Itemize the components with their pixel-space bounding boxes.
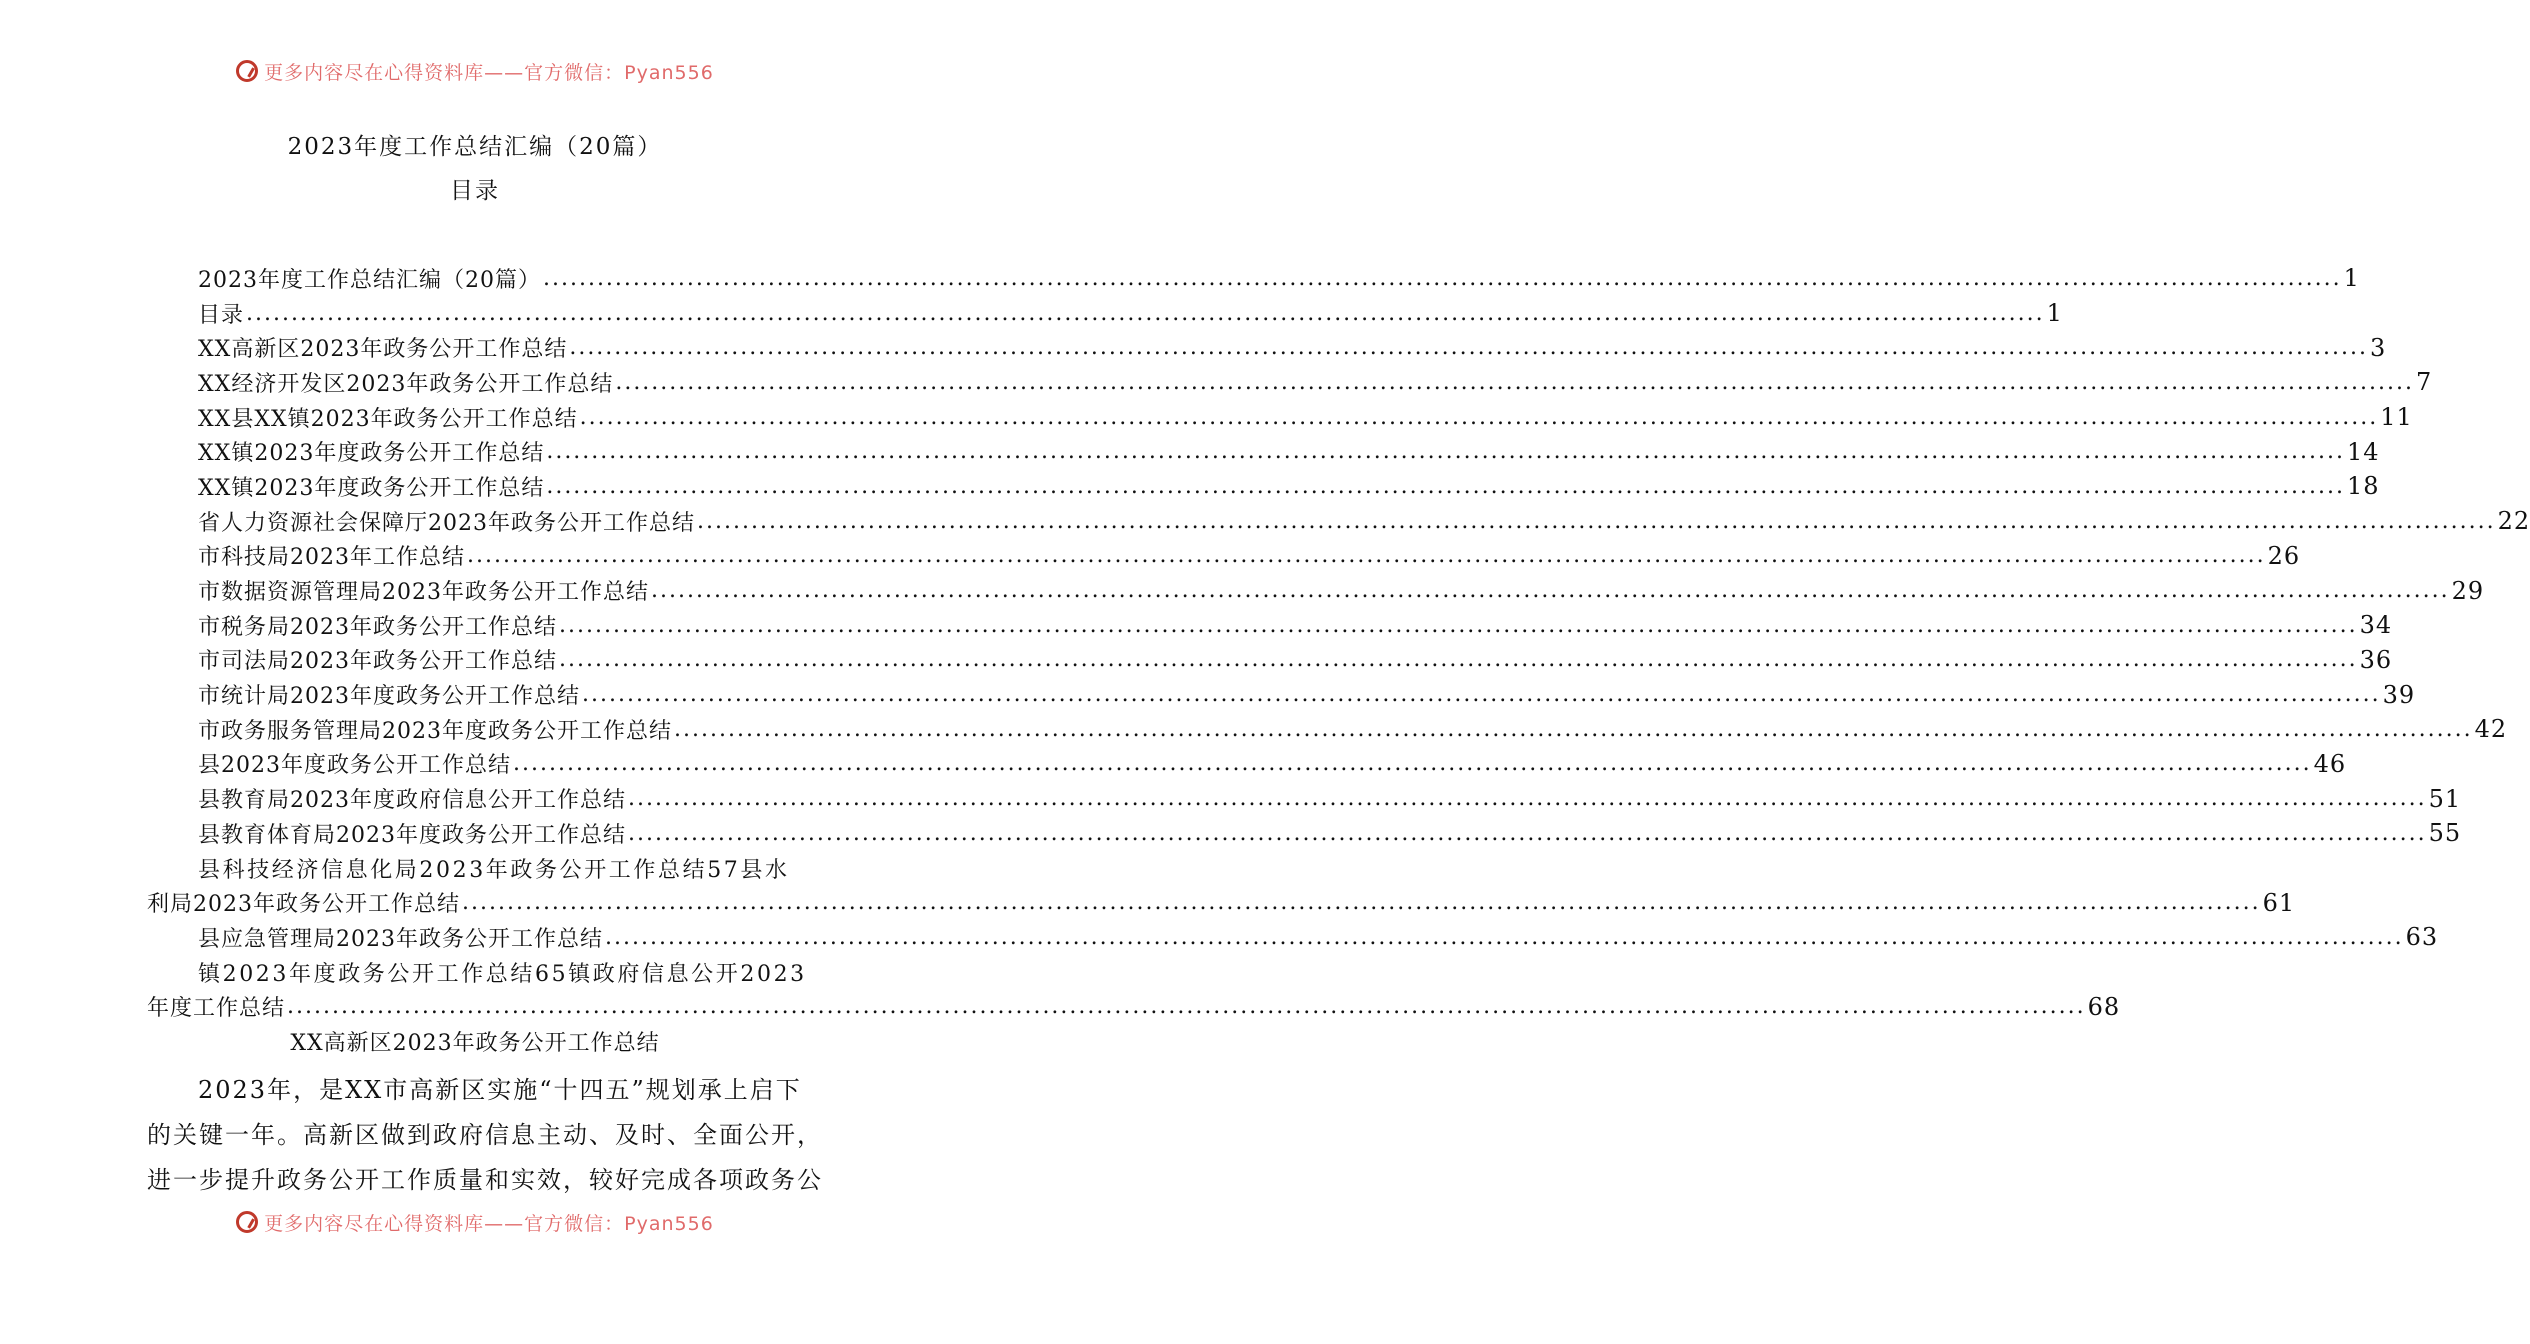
toc-leader-dots: ........................................................................................................................................................................................................ <box>674 716 2473 742</box>
watermark-text: 更多内容尽在心得资料库——官方微信：Pyan556 <box>264 1212 714 1235</box>
toc-leader-dots: ........................................................................................................................................................................................................ <box>615 369 2414 395</box>
toc-entry-label: XX经济开发区2023年政务公开工作总结 <box>198 371 614 397</box>
toc-entry-label: 市科技局2023年工作总结 <box>198 545 465 571</box>
watermark-logo-icon <box>236 60 258 82</box>
toc-entry-page: 68 <box>2087 992 2121 1021</box>
toc-merged-line: 县科技经济信息化局2023年政务公开工作总结57县水 <box>198 857 790 883</box>
toc-leader-dots: ........................................................................................................................................................................................................ <box>542 265 2342 291</box>
toc-leader-dots: ........................................................................................................................................................................................................ <box>582 682 2381 708</box>
toc-entry-continuation[interactable] <box>147 885 2296 920</box>
toc-entry-page: 7 <box>2415 368 2433 397</box>
toc-entry[interactable] <box>198 539 2301 574</box>
toc-entry[interactable] <box>198 434 2380 469</box>
toc-entry[interactable] <box>198 816 2462 851</box>
toc-entry-page: 29 <box>2451 576 2485 605</box>
body-line: 2023年，是XX市高新区实施“十四五”规划承上启下 <box>198 1076 802 1104</box>
body-paragraph <box>147 1068 823 1203</box>
toc-entry-page: 55 <box>2428 819 2462 848</box>
toc-entry-label: 市司法局2023年政务公开工作总结 <box>198 649 557 675</box>
toc-entry-page: 3 <box>2369 333 2387 362</box>
toc-entry-label: XX镇2023年度政务公开工作总结 <box>198 441 545 467</box>
toc-entry[interactable] <box>198 747 2347 782</box>
toc-entry-page: 22 <box>2497 507 2530 536</box>
toc-entry-label: 市数据资源管理局2023年政务公开工作总结 <box>198 580 649 606</box>
toc-entry-label: XX高新区2023年政务公开工作总结 <box>198 337 568 363</box>
toc-entry-page: 36 <box>2359 645 2393 674</box>
toc-leader-dots: ........................................................................................................................................................................................................ <box>546 473 2345 499</box>
toc-leader-dots: ........................................................................................................................................................................................................ <box>559 612 2358 638</box>
toc-leader-dots: ........................................................................................................................................................................................................ <box>559 647 2358 673</box>
toc-leader-dots: ........................................................................................................................................................................................................ <box>513 751 2312 777</box>
toc-leader-dots: ........................................................................................................................................................................................................ <box>628 786 2427 812</box>
toc-entry-page: 39 <box>2382 680 2416 709</box>
toc-leader-dots: ........................................................................................................................................................................................................ <box>467 543 2266 569</box>
toc-entry-page: 11 <box>2380 403 2413 432</box>
toc-entry-page: 26 <box>2267 541 2301 570</box>
toc-entry-label: 县2023年度政务公开工作总结 <box>198 753 511 779</box>
body-line: 的关键一年。高新区做到政府信息主动、及时、全面公开， <box>147 1121 823 1149</box>
document-subtitle: 目录 <box>450 178 500 204</box>
toc-entry[interactable] <box>198 920 2439 955</box>
toc-entry-page: 63 <box>2405 923 2439 952</box>
toc-leader-dots: ........................................................................................................................................................................................................ <box>651 578 2450 604</box>
watermark-text: 更多内容尽在心得资料库——官方微信：Pyan556 <box>264 61 714 84</box>
toc-entry[interactable] <box>198 469 2380 504</box>
toc-entry-page: 1 <box>2046 299 2063 328</box>
toc-entry-label: 县应急管理局2023年政务公开工作总结 <box>198 926 603 952</box>
toc-entry-label: 市税务局2023年政务公开工作总结 <box>198 614 557 640</box>
toc-entry[interactable] <box>198 643 2393 678</box>
toc-entry-continuation[interactable] <box>147 989 2121 1024</box>
toc-leader-dots: ........................................................................................................................................................................................................ <box>546 439 2345 465</box>
watermark-bottom <box>0 1205 950 1239</box>
toc-entry-page: 51 <box>2428 784 2462 813</box>
toc-entry-merged[interactable] <box>198 851 804 886</box>
toc-entry[interactable] <box>198 781 2462 816</box>
toc-merged-line: 镇2023年度政务公开工作总结65镇政府信息公开2023 <box>198 961 807 987</box>
toc-entry-label: 市政务服务管理局2023年度政务公开工作总结 <box>198 718 672 744</box>
toc-entry[interactable] <box>198 400 2413 435</box>
toc-entry-label: 县教育体育局2023年度政务公开工作总结 <box>198 822 626 848</box>
toc-entry[interactable] <box>198 608 2393 643</box>
toc-entry-page: 61 <box>2262 888 2296 917</box>
toc-entry-page: 34 <box>2359 611 2393 640</box>
toc-entry-label: 年度工作总结 <box>147 996 286 1022</box>
section-heading: XX高新区2023年政务公开工作总结 <box>290 1031 660 1056</box>
toc-entry[interactable] <box>198 573 2485 608</box>
toc-entry-label: 省人力资源社会保障厅2023年政务公开工作总结 <box>198 510 695 536</box>
toc-entry-label: 县教育局2023年度政府信息公开工作总结 <box>198 788 626 814</box>
toc-entry-label: XX镇2023年度政务公开工作总结 <box>198 475 545 501</box>
toc-entry-label: 2023年度工作总结汇编（20篇） <box>198 267 541 293</box>
toc-entry[interactable] <box>198 330 2387 365</box>
toc-entry-page: 18 <box>2346 472 2380 501</box>
toc-entry-label: 利局2023年政务公开工作总结 <box>147 892 460 918</box>
toc-leader-dots: ........................................................................................................................................................................................................ <box>579 404 2379 430</box>
toc-leader-dots: ........................................................................................................................................................................................................ <box>569 335 2368 361</box>
toc-leader-dots: ........................................................................................................................................................................................................ <box>628 820 2427 846</box>
toc-entry-label: 市统计局2023年度政务公开工作总结 <box>198 684 580 710</box>
toc-entry-page: 46 <box>2313 749 2347 778</box>
toc-entry[interactable] <box>198 365 2433 400</box>
toc-entry[interactable] <box>198 504 2530 539</box>
toc-entry[interactable] <box>198 261 2360 296</box>
toc-entry[interactable] <box>198 712 2508 747</box>
toc-entry[interactable] <box>198 296 2063 331</box>
document-title: 2023年度工作总结汇编（20篇） <box>287 134 663 160</box>
toc-entry-page: 42 <box>2474 715 2508 744</box>
toc-entry-merged[interactable] <box>198 955 807 990</box>
toc-leader-dots: ........................................................................................................................................................................................................ <box>605 924 2404 950</box>
toc-entry[interactable] <box>198 677 2416 712</box>
toc-leader-dots: ........................................................................................................................................................................................................ <box>462 890 2261 916</box>
watermark-top <box>0 54 950 88</box>
toc-entry-label: XX县XX镇2023年政务公开工作总结 <box>198 406 578 432</box>
toc-leader-dots: ........................................................................................................................................................................................................ <box>246 300 2045 326</box>
toc-leader-dots: ........................................................................................................................................................................................................ <box>697 508 2496 534</box>
toc-entry-label: 目录 <box>198 302 245 328</box>
body-line: 进一步提升政务公开工作质量和实效，较好完成各项政务公 <box>147 1166 823 1194</box>
toc-entry-page: 1 <box>2343 264 2360 293</box>
table-of-contents <box>0 261 2530 1024</box>
toc-leader-dots: ........................................................................................................................................................................................................ <box>287 994 2086 1020</box>
toc-entry-page: 14 <box>2346 437 2380 466</box>
watermark-logo-icon <box>236 1211 258 1233</box>
